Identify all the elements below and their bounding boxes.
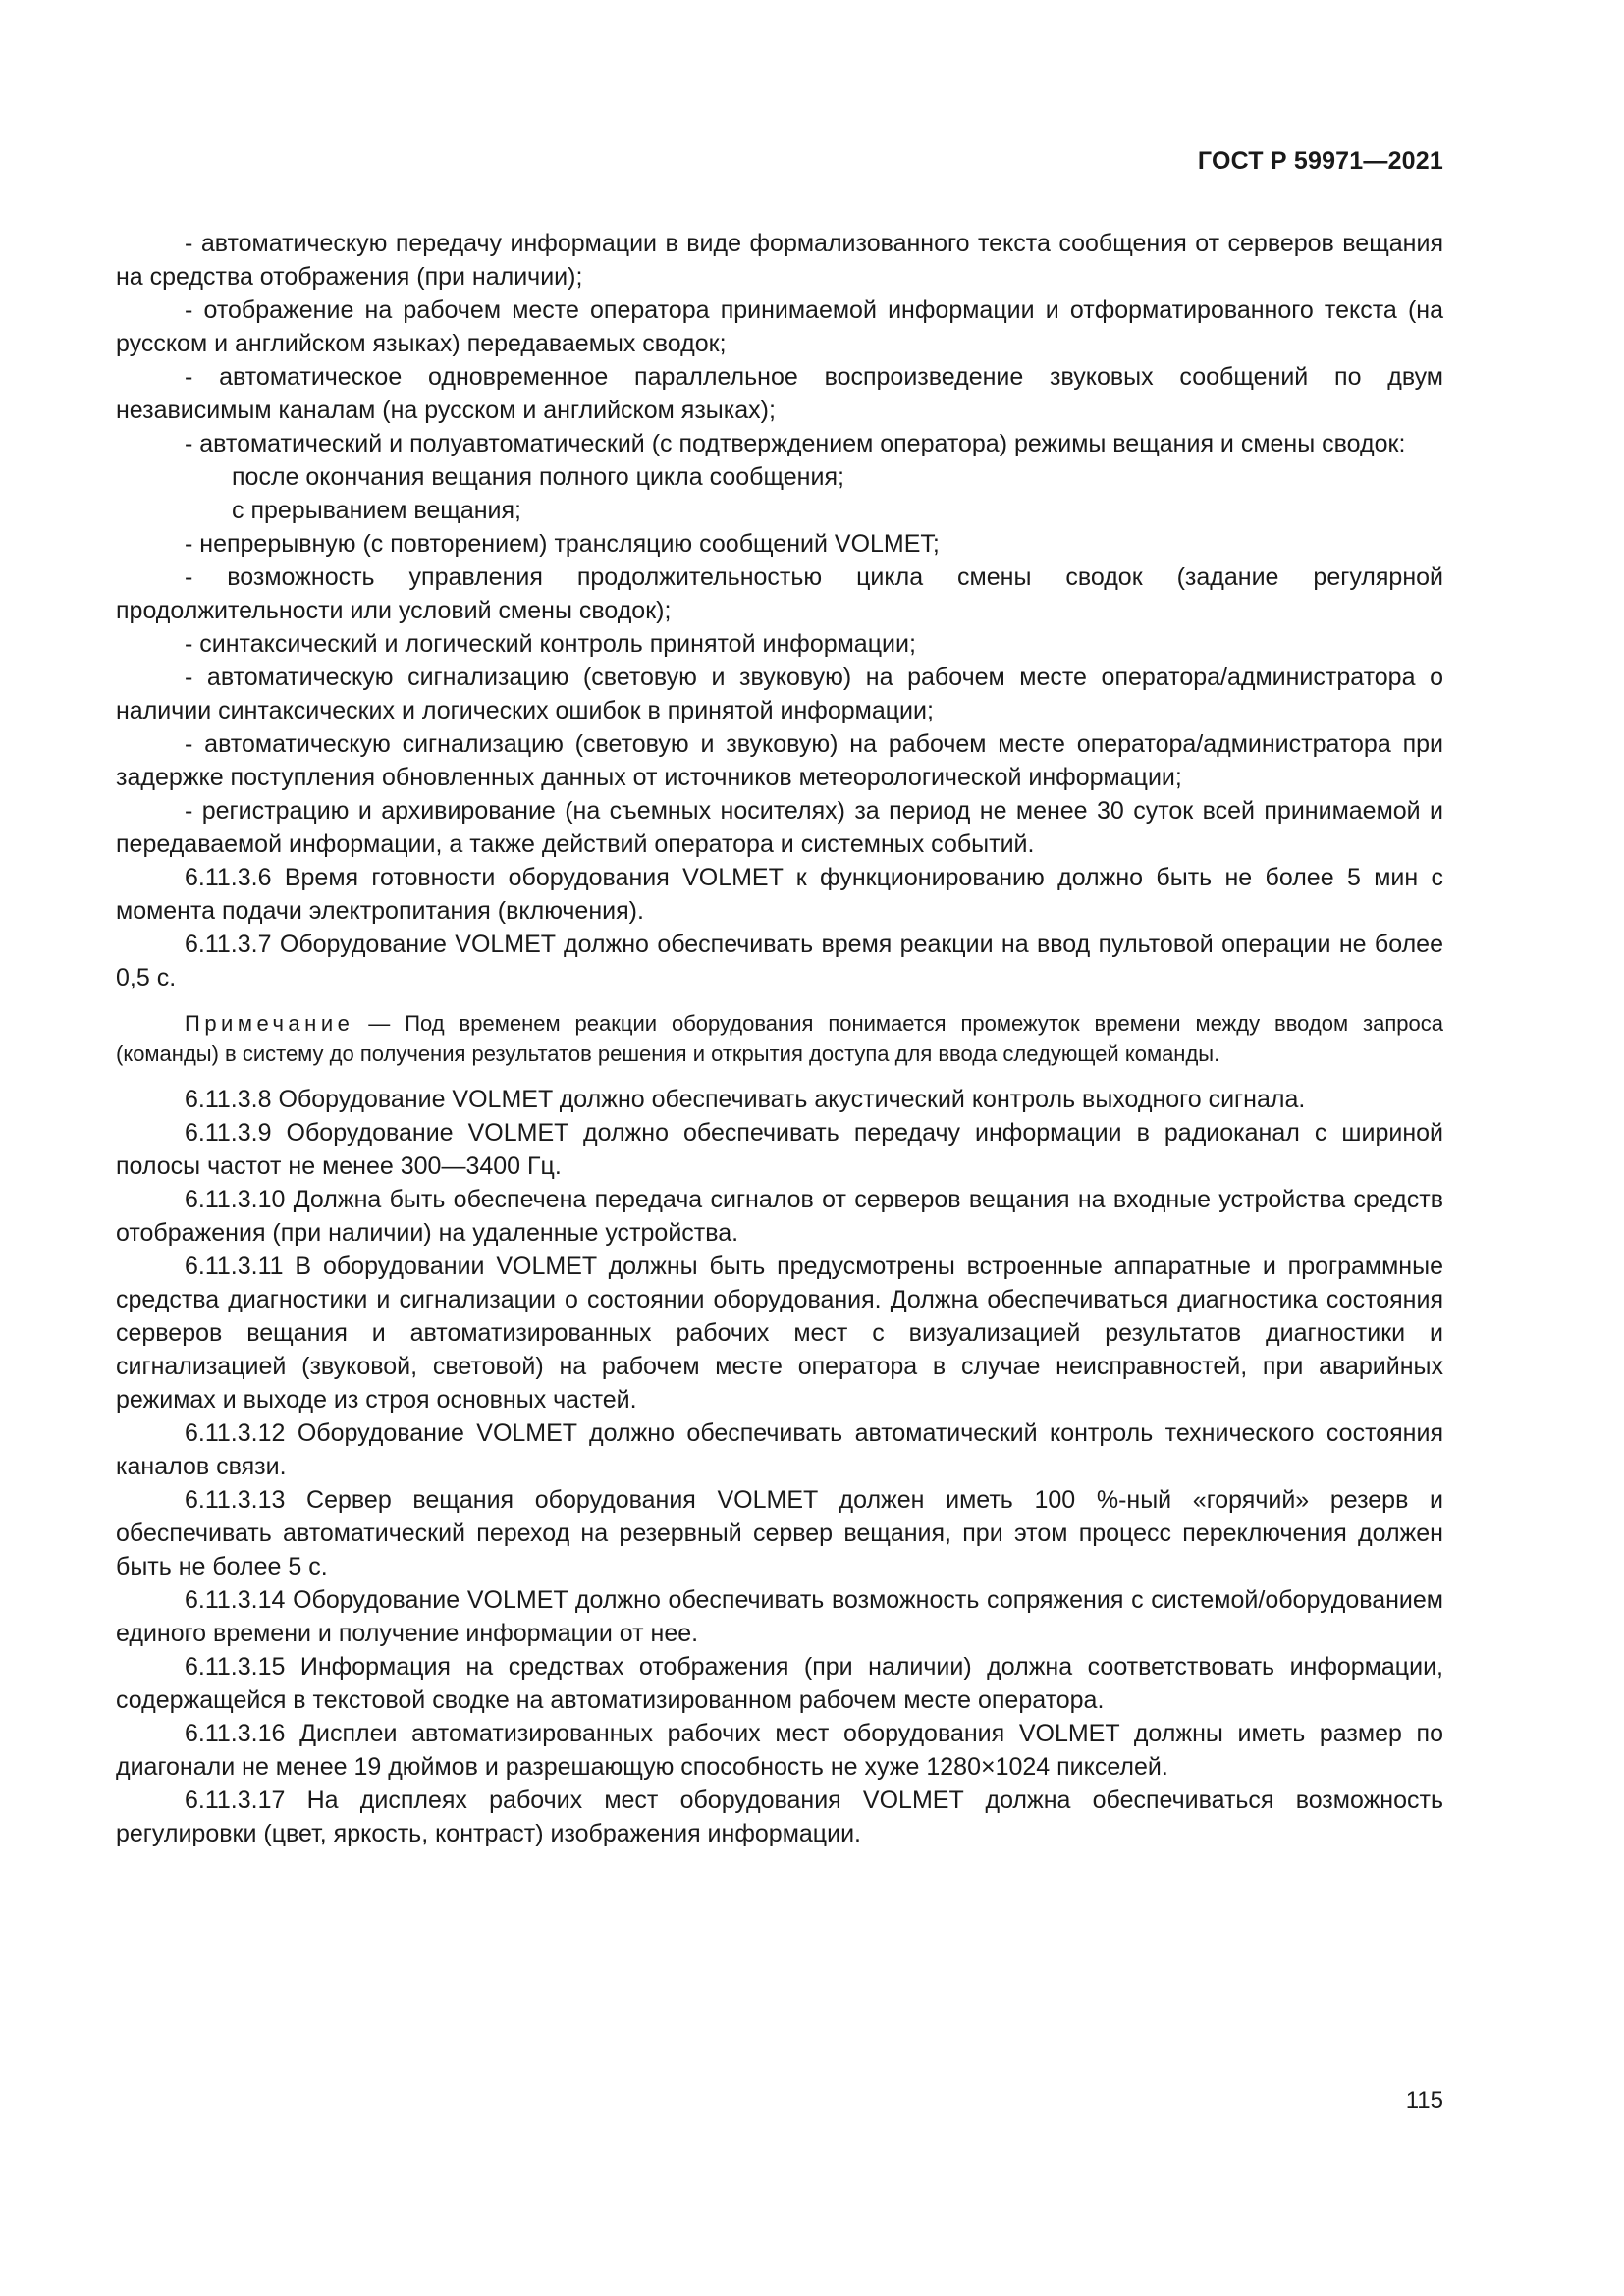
paragraph: 6.11.3.7 Оборудование VOLMET должно обеспечивать время реакции на ввод пультовой операции не более 0,5 с. bbox=[116, 931, 1443, 991]
paragraph: 6.11.3.6 Время готовности оборудования VOLMET к функционированию должно быть не более 5 мин с момента подачи электропитания (включения). bbox=[116, 864, 1443, 925]
paragraph: 6.11.3.15 Информация на средствах отображения (при наличии) должна соответствовать информации, содержащейся в текстовой сводке на автоматизированном рабочем месте оператора. bbox=[116, 1653, 1443, 1714]
paragraph: - возможность управления продолжительностью цикла смены сводок (задание регулярной продолжительности или условий смены сводок); bbox=[116, 563, 1443, 624]
paragraph: - синтаксический и логический контроль принятой информации; bbox=[185, 630, 916, 658]
note bbox=[116, 1008, 1443, 1069]
paragraph: - автоматическую сигнализацию (световую и звуковую) на рабочем месте оператора/администратора при задержке поступления обновленных данных от источников метеорологической информации; bbox=[116, 730, 1443, 791]
paragraph: 6.11.3.16 Дисплеи автоматизированных рабочих мест оборудования VOLMET должны иметь размер по диагонали не менее 19 дюймов и разрешающую способность не хуже 1280×1024 пикселей. bbox=[116, 1720, 1443, 1781]
paragraph-block bbox=[116, 1083, 1443, 1850]
page-number: 115 bbox=[1405, 2087, 1443, 2113]
paragraph: 6.11.3.8 Оборудование VOLMET должно обеспечивать акустический контроль выходного сигнала. bbox=[185, 1086, 1306, 1113]
note-label: Примечание bbox=[185, 1011, 354, 1036]
list-subitem: с прерыванием вещания; bbox=[232, 497, 522, 524]
list-subitem: после окончания вещания полного цикла сообщения; bbox=[232, 463, 844, 491]
paragraph-block bbox=[116, 227, 1443, 994]
paragraph: - автоматический и полуавтоматический (с подтверждением оператора) режимы вещания и смены сводок: bbox=[185, 430, 1406, 457]
paragraph: 6.11.3.13 Сервер вещания оборудования VOLMET должен иметь 100 %-ный «горячий» резерв и обеспечивать автоматический переход на резервный сервер вещания, при этом процесс переключения должен быть не более 5 с. bbox=[116, 1486, 1443, 1580]
paragraph: - автоматическое одновременное параллельное воспроизведение звуковых сообщений по двум независимым каналам (на русском и английском языках); bbox=[116, 363, 1443, 424]
paragraph: - регистрацию и архивирование (на съемных носителях) за период не менее 30 суток всей принимаемой и передаваемой информации, а также действий оператора и системных событий. bbox=[116, 797, 1443, 858]
paragraph: 6.11.3.12 Оборудование VOLMET должно обеспечивать автоматический контроль технического состояния каналов связи. bbox=[116, 1419, 1443, 1480]
paragraph: - автоматическую передачу информации в виде формализованного текста сообщения от серверов вещания на средства отображения (при наличии); bbox=[116, 230, 1443, 291]
paragraph: - отображение на рабочем месте оператора принимаемой информации и отформатированного текста (на русском и английском языках) передаваемых сводок; bbox=[116, 296, 1443, 357]
document-body bbox=[116, 227, 1443, 1850]
paragraph: - автоматическую сигнализацию (световую и звуковую) на рабочем месте оператора/администратора о наличии синтаксических и логических ошибок в принятой информации; bbox=[116, 664, 1443, 724]
note-text: — Под временем реакции оборудования понимается промежуток времени между вводом запроса (команды) в систему до получения результатов решения и открытия доступа для ввода следующей команды. bbox=[116, 1011, 1443, 1066]
paragraph: 6.11.3.17 На дисплеях рабочих мест оборудования VOLMET должна обеспечиваться возможность регулировки (цвет, яркость, контраст) изображения информации. bbox=[116, 1787, 1443, 1847]
document-header: ГОСТ Р 59971—2021 bbox=[1197, 147, 1443, 175]
paragraph: 6.11.3.11 В оборудовании VOLMET должны быть предусмотрены встроенные аппаратные и программные средства диагностики и сигнализации о состоянии оборудования. Должна обеспечиваться диагностика состояния серверов вещания и автоматизированных рабочих мест с визуализацией результатов диагностики и сигнализацией (звуковой, световой) на рабочем месте оператора в случае неисправностей, при аварийных режимах и выходе из строя основных частей. bbox=[116, 1253, 1443, 1414]
paragraph: - непрерывную (с повторением) трансляцию сообщений VOLMET; bbox=[185, 530, 940, 558]
paragraph: 6.11.3.10 Должна быть обеспечена передача сигналов от серверов вещания на входные устройства средств отображения (при наличии) на удаленные устройства. bbox=[116, 1186, 1443, 1247]
paragraph: 6.11.3.14 Оборудование VOLMET должно обеспечивать возможность сопряжения с системой/оборудованием единого времени и получение информации от нее. bbox=[116, 1586, 1443, 1647]
paragraph: 6.11.3.9 Оборудование VOLMET должно обеспечивать передачу информации в радиоканал с шириной полосы частот не менее 300—3400 Гц. bbox=[116, 1119, 1443, 1180]
